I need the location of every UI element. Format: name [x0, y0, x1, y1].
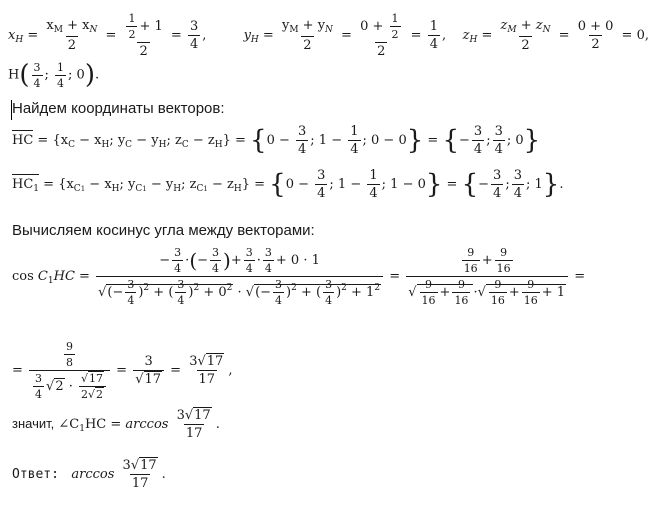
- vector-hc-symbol: НС: [12, 133, 34, 148]
- x-h-fraction: $\frac{x_М + x_N}{2}$: [46, 18, 98, 53]
- h-point-label: Н: [8, 67, 20, 83]
- h-point-line: Н( $\frac{3}{4}$ ; $\frac{1}{4}$ ; 0).: [8, 60, 100, 90]
- answer-value: $\frac{3√17}{17}$: [122, 458, 157, 491]
- z-h-result: 0: [636, 28, 645, 43]
- cos-second-fraction: $\frac{9}{16}$ + $\frac{9}{16}$ √ $\frac{9}{16}$ + $\frac{9}{16}$ ·√ $\frac{9}{16}$ + $\frac{9}{16}$ + 1: [406, 246, 568, 307]
- simp-result-2: $\frac{3√17}{17}$: [189, 354, 224, 387]
- compute-cos-heading: Вычисляем косинус угла между векторами:: [12, 222, 315, 239]
- vector-hc-line: НС = {$x_С - x_Н$; $y_С - y_Н$; $z_С - z_Н\} = \{0$ − $\frac{3}{4}$ ; 1 − $\frac{1}{4}$ ; 0 − 0} = {− $\frac{3}{4}$ ; $\frac{3}{4}$ ; 0}: [12, 124, 541, 157]
- z-h-subst: $\frac{0 + 0}{2}$: [577, 19, 614, 52]
- y-h-fraction: $\frac{y_М + y_N}{2}$: [281, 18, 333, 53]
- simp-result-1: $\frac{3}{√17}$: [133, 354, 164, 387]
- answer-line: Ответ: arccos $\frac{3√17}{17}$ .: [12, 458, 166, 491]
- z-h-fraction: $\frac{z_M + z_N}{2}$: [500, 18, 551, 53]
- y-h-subst: 0 + $\frac{1}{2}$ 2: [360, 12, 399, 59]
- x-h-symbol: $x_Н$: [8, 28, 24, 45]
- cos-simplification: = $\frac{9}{8}$ $\frac{3}{4}$ √2 · $\frac{√17}{2√2}$ = $\frac{3}{√17}$ = $\frac{3√17}{17}$ ,: [12, 340, 233, 401]
- x-h-subst: $\frac{1}{2}$ + 1 2: [128, 12, 163, 59]
- x-h-result: $\frac{3}{4}$: [189, 19, 199, 52]
- cos-formula: $\cos C_1HC$ = − $\frac{3}{4}$ ·(− $\frac{3}{4}$ )+ $\frac{3}{4}$ · $\frac{3}{4}$ + 0 · 1 √(− $\frac{3}{4}$ )$^2$ + ( $\frac{3}{4}$ )$^2 + 0^2$ · √(− $\frac{3}{4}$ )$^2$ + ( $\frac{3}{4}$ )$^2 + 1^2$ = $\frac{9}{16}$ + $\frac{9}{16}$ √ $\frac{9}{16}$ + $\frac{9}{16}$ ·√ $\frac{9}{16}$ + $\frac{9}{16}$ + 1 =: [12, 246, 586, 307]
- cos-main-fraction: − $\frac{3}{4}$ ·(− $\frac{3}{4}$ )+ $\frac{3}{4}$ · $\frac{3}{4}$ + 0 · 1 √(− $\frac{3}{4}$ )$^2$ + ( $\frac{3}{4}$ )$^2 + 0^2$ · √(− $\frac{3}{4}$ )$^2$ + ( $\frac{3}{4}$ )$^2 + 1^2$: [96, 246, 383, 307]
- angle-line: значит, $\angle C_1HC = \arccos$ $\frac{3√17}{17}$ .: [12, 408, 220, 441]
- vector-hc1-symbol: $НС_1$: [12, 177, 40, 194]
- angle-value: $\frac{3√17}{17}$: [176, 408, 211, 441]
- h-coordinates-line: $x_Н$ = $\frac{x_М + x_N}{2}$ = $\frac{1}{2}$ + 1 2 = $\frac{3}{4}$ , $y_Н$ = $\frac{y_М + y_N}{2}$ = 0 + $\frac{1}{2}$ 2 = $\frac{1}{4}$ , $z_Н$ = $\frac{z_M + z_N}{2}$ = $\frac{0 + 0}{2}$ = 0,: [8, 12, 649, 59]
- z-h-symbol: $z_Н$: [462, 28, 478, 45]
- vector-hc1-line: $НС_1 = \{x_{С1} - x_Н$; $y_{С1} - y_Н$; $z_{С1} - z_Н\} = \{0$ − $\frac{3}{4}$ ; 1 − $\frac{1}{4}$ ; 1 − 0} = {− $\frac{3}{4}$ ; $\frac{3}{4}$ ; 1}.: [12, 168, 564, 201]
- simp-fraction: $\frac{9}{8}$ $\frac{3}{4}$ √2 · $\frac{√17}{2√2}$: [29, 340, 110, 401]
- y-h-result: $\frac{1}{4}$: [429, 19, 438, 52]
- find-vectors-heading: Найдем координаты векторов:: [12, 100, 225, 117]
- y-h-symbol: $y_Н$: [243, 28, 259, 45]
- cos-label: $\cos C_1HC$: [12, 269, 75, 286]
